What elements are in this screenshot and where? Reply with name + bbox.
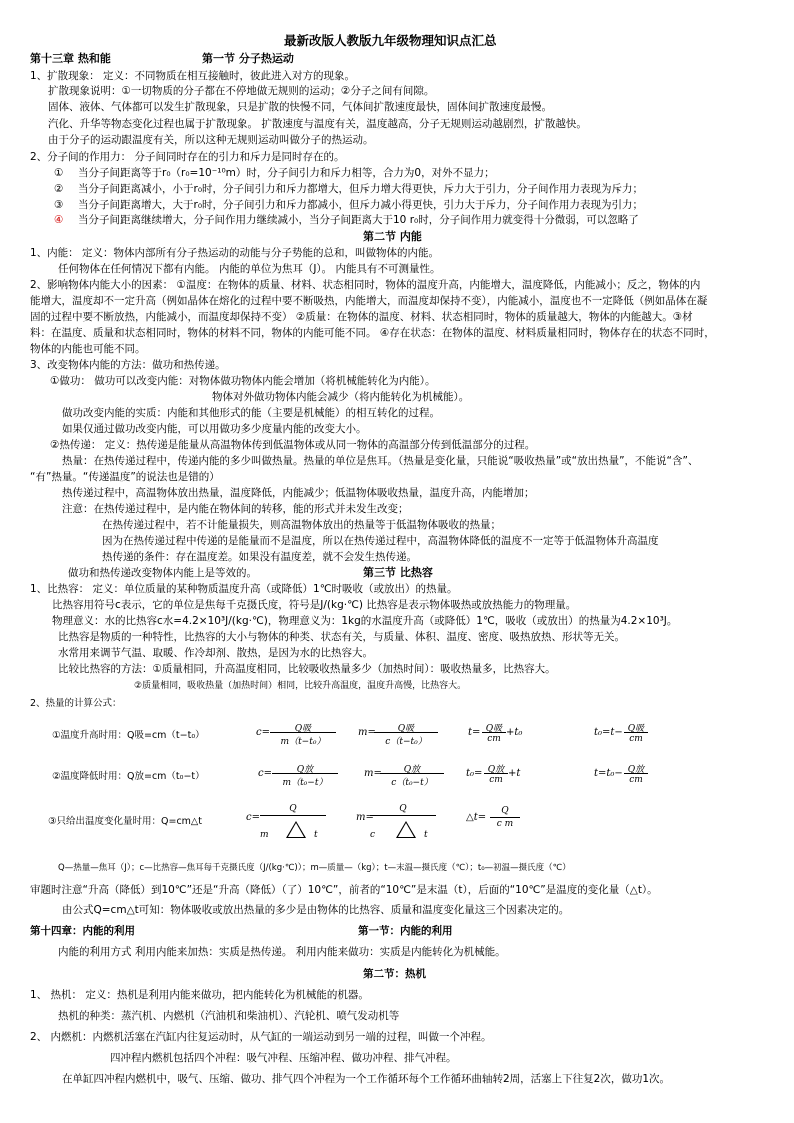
- text-line: ②热传递： 定义：热传递是能量从高温物体传到低温物体或从同一物体的高温部分传到低温部分的过程。: [50, 439, 536, 451]
- text-line: 四冲程内燃机包括四个冲程：吸气冲程、压缩冲程、做功冲程、排气冲程。: [110, 1052, 457, 1064]
- text-line: 2、 内燃机：内燃机活塞在汽缸内往复运动时，从气缸的一端运动到另一端的过程，叫做一个冲程。: [30, 1031, 492, 1043]
- formula-heat-delta: ③只给出温度变化量时用：Q=cm△t: [48, 816, 202, 827]
- text-line: 当分子间距离减小，小于r₀时，分子间引力和斥力都增大，但斥力增大得更快，斥力大于引力，分子间作用力表现为斥力；: [78, 183, 644, 195]
- text-line: 在热传递过程中，若不计能量损失，则高温物体放出的热量等于低温物体吸收的热量；: [102, 519, 501, 531]
- formula-c-drop: c= Q放 m（t₀−t）: [258, 762, 338, 790]
- section-heading: 第一节：内能的利用: [358, 925, 453, 937]
- formula-m-drop: m= Q放 c（t₀−t）: [364, 762, 444, 790]
- list-marker: ①: [54, 167, 64, 179]
- section-3-heading: 第三节 比热容: [363, 566, 433, 579]
- text-line: 物体对外做功物体内能会减少（将内能转化为机械能）。: [212, 391, 470, 403]
- text-line: 1、扩散现象： 定义：不同物质在相互接触时，彼此进入对方的现象。: [30, 70, 356, 82]
- formula-t-drop: t₀= Q放 cm +t: [466, 765, 521, 785]
- section-heading: 第二节：热机: [363, 968, 426, 980]
- formula-c-rise: c= Q吸 m（t−t₀）: [256, 721, 336, 749]
- text-line: 当分子间距离继续增大，分子间作用力继续减小，当分子间距离大于10 r₀时，分子间作用力就变得十分微弱，可以忽略了: [78, 214, 639, 226]
- text-line: 注意：在热传递过程中，是内能在物体间的转移，能的形式并未发生改变；: [62, 503, 409, 515]
- formula-heat-rise: ①温度升高时用：Q吸=cm（t−t₀）: [52, 730, 205, 741]
- symbol-legend: Q—热量—焦耳（J）；c—比热容—焦耳每千克摄氏度（J/(kg·℃)）；m—质量—（kg）；t—末温—摄氏度（℃）；t₀—初温—摄氏度（℃）: [58, 863, 571, 873]
- text-line: 比热容是物质的一种特性，比热容的大小与物体的种类、状态有关，与质量、体积、温度、密度、吸热放热、形状等无关。: [58, 631, 625, 643]
- text-line: 比较比热容的方法：①质量相同，升高温度相同，比较吸收热量多少（加热时间）：吸收热量多，比热容大。: [58, 663, 556, 675]
- formula-m-delta: m= Q c t: [356, 804, 436, 844]
- text-line: 固体、液体、气体都可以发生扩散现象，只是扩散的快慢不同，气体间扩散速度最快，固体间扩散速度最慢。: [48, 101, 552, 113]
- text-line: ①做功： 做功可以改变内能：对物体做功物体内能会增加（将机械能转化为内能）。: [50, 375, 436, 387]
- chapter-13-heading: 第十三章 热和能: [30, 52, 111, 65]
- text-line: 热传递过程中，高温物体放出热量，温度降低，内能减少；低温物体吸收热量，温度升高，内能增加；: [62, 487, 535, 499]
- text-line: 做功改变内能的实质：内能和其他形式的能（主要是机械能）的相互转化的过程。: [62, 407, 440, 419]
- text-line: 当分子间距离等于r₀（r₀=10⁻¹⁰m）时，分子间引力和斥力相等，合力为0，对外不显力；: [78, 167, 495, 179]
- text-line: 审题时注意“升高（降低）到10℃”还是“升高（降低）（了）10℃”，前者的“10℃”是末温（t），后面的“10℃”是温度的变化量（△t）。: [30, 884, 658, 896]
- text-line: 料：在温度、质量和状态相同时，物体的材料不同，物体的内能可能不同。 ④存在状态：在物体的温度、材料质量相同时，物体存在的状态不同时，: [30, 327, 715, 339]
- formula-c-delta: c= Q m t: [246, 804, 326, 844]
- section-2-heading: 第二节 内能: [363, 230, 422, 243]
- formula-t0-drop: t=t₀− Q放 cm: [594, 762, 654, 790]
- text-line: 由于分子的运动跟温度有关，所以这种无规则运动叫做分子的热运动。: [48, 134, 374, 146]
- text-line: “有”热量。“传递温度”的说法也是错的）: [30, 471, 220, 483]
- text-line: 任何物体在任何情况下都有内能。 内能的单位为焦耳（J）。 内能具有不可测量性。: [58, 263, 441, 275]
- text-line: 2、热量的计算公式：: [30, 698, 122, 709]
- delta-triangle-icon: [286, 821, 306, 838]
- formula-m-rise: m= Q吸 c（t−t₀）: [358, 721, 438, 749]
- text-line: 热量：在热传递过程中，传递内能的多少叫做热量。热量的单位是焦耳。（热量是变化量，只能说“吸收热量”或“放出热量”，不能说“含”、: [62, 455, 699, 467]
- text-line: 2、影响物体内能大小的因素： ①温度：在物体的质量、材料、状态相同时，物体的温度升高，内能增大，温度降低，内能减小；反之，物体的内: [30, 279, 701, 291]
- text-line: 热机的种类：蒸汽机、内燃机（汽油机和柴油机）、汽轮机、喷气发动机等: [58, 1010, 400, 1022]
- text-line: 物体的内能也可能不同。: [30, 343, 146, 355]
- text-line: 在单缸四冲程内燃机中，吸气、压缩、做功、排气四个冲程为一个工作循环每个工作循环曲轴转2周，活塞上下往复2次，做功1次。: [62, 1073, 671, 1085]
- text-line: 2、分子间的作用力： 分子间同时存在的引力和斥力是同时存在的。: [30, 151, 345, 163]
- section-1-heading: 第一节 分子热运动: [202, 52, 294, 65]
- text-line: 能增大，温度却不一定升高（例如晶体在熔化的过程中要不断吸热，内能增大，而温度却保持不变），内能减小，温度也不一定降低（例如晶体在凝: [30, 295, 708, 307]
- formula-t-rise: t= Q吸 cm +t₀: [468, 724, 523, 744]
- text-line: 做功和热传递改变物体内能上是等效的。: [68, 567, 257, 579]
- text-line: 1、 热机： 定义：热机是利用内能来做功，把内能转化为机械能的机器。: [30, 989, 369, 1001]
- text-line: ②质量相同，吸收热量（加热时间）相同，比较升高温度，温度升高慢，比热容大。: [134, 681, 467, 691]
- text-line: 汽化、升华等物态变化过程也属于扩散现象。 扩散速度与温度有关，温度越高，分子无规则运动越剧烈，扩散越快。: [48, 118, 587, 130]
- text-line: 如果仅通过做功改变内能，可以用做功多少度量内能的改变大小。: [62, 423, 367, 435]
- formula-heat-drop: ②温度降低时用：Q放=cm（t₀−t）: [52, 771, 205, 782]
- chapter-14-heading: 第十四章：内能的利用: [30, 925, 135, 937]
- text-line: 因为在热传递过程中传递的是能量而不是温度，所以在热传递过程中，高温物体降低的温度不一定等于低温物体升高温度: [102, 535, 659, 547]
- text-line: 比热容用符号c表示，它的单位是焦每千克摄氏度，符号是J/(kg·℃) 比热容是表示物体吸热或放热能力的物理量。: [52, 599, 577, 611]
- list-marker: ②: [54, 183, 64, 195]
- text-line: 扩散现象说明：①一切物质的分子都在不停地做无规则的运动；②分子之间有间隙。: [48, 85, 435, 97]
- document-title: 最新改版人教版九年级物理知识点汇总: [284, 33, 497, 48]
- text-line: 1、内能： 定义：物体内部所有分子热运动的动能与分子势能的总和，叫做物体的内能。: [30, 247, 440, 259]
- text-line: 内能的利用方式 利用内能来加热：实质是热传递。 利用内能来做功：实质是内能转化为机械能。: [58, 946, 506, 958]
- delta-triangle-icon: [396, 821, 416, 838]
- text-line: 物理意义：水的比热容c水=4.2×10³J/(kg·℃)，物理意义为：1kg的水温度升高（或降低）1℃，吸收（或放出）的热量为4.2×10³J。: [52, 615, 678, 627]
- list-marker: ④: [54, 214, 64, 226]
- text-line: 固的过程中要不断放热，内能减小，而温度却保持不变） ②质量：在物体的温度、材料、状态相同时，物体的质量越大，物体的内能越大。③材: [30, 311, 693, 323]
- formula-t0-rise: t₀=t− Q吸 cm: [594, 721, 654, 749]
- formula-delta-t: △t= Q c m: [466, 806, 526, 834]
- text-line: 热传递的条件：存在温度差。如果没有温度差，就不会发生热传递。: [102, 551, 417, 563]
- text-line: 3、改变物体内能的方法：做功和热传递。: [30, 359, 226, 371]
- list-marker: ③: [54, 199, 64, 211]
- text-line: 由公式Q=cm△t可知：物体吸收或放出热量的多少是由物体的比热容、质量和温度变化量这三个因素决定的。: [62, 904, 570, 916]
- text-line: 当分子间距离增大，大于r₀时，分子间引力和斥力都减小，但斥力减小得更快，引力大于斥力，分子间作用力表现为引力；: [78, 199, 644, 211]
- text-line: 1、比热容： 定义：单位质量的某种物质温度升高（或降低）1℃时吸收（或放出）的热量。: [30, 583, 458, 595]
- text-line: 水常用来调节气温、取暖、作冷却剂、散热，是因为水的比热容大。: [58, 647, 373, 659]
